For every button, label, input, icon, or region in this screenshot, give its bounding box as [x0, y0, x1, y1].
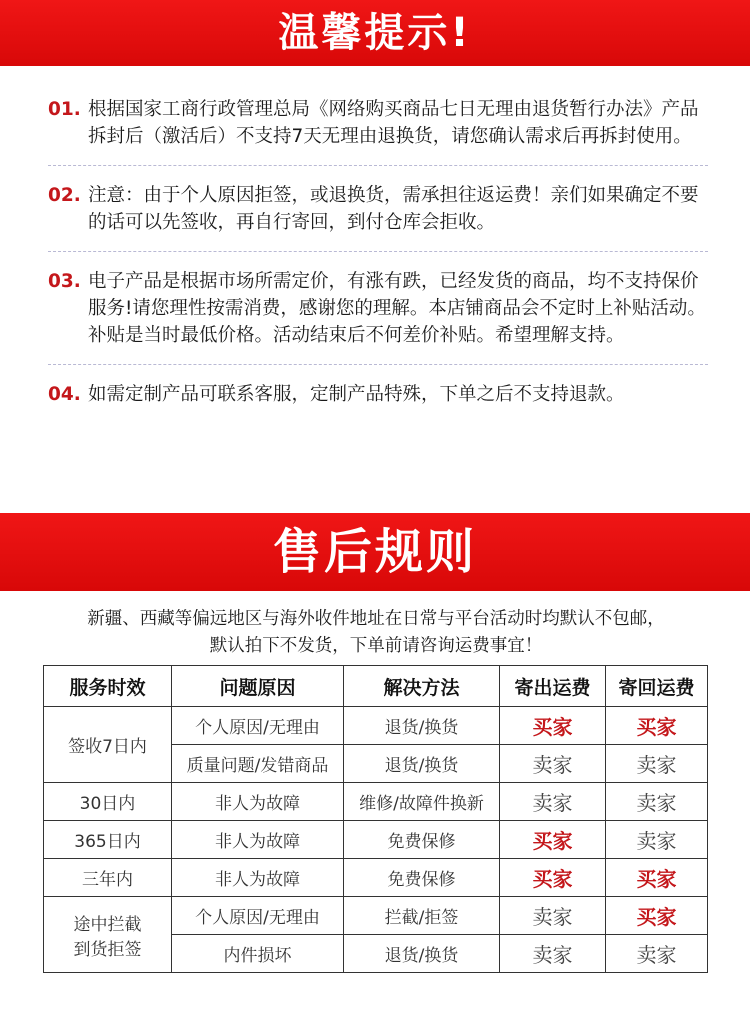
notice-number: 01. — [48, 99, 81, 120]
header-return-fee: 寄回运费 — [606, 666, 708, 707]
table-row — [44, 783, 708, 821]
return-fee-cell: 卖家 — [606, 783, 708, 821]
method-cell: 维修/故障件换新 — [344, 783, 500, 821]
divider — [48, 251, 708, 252]
method-cell: 退货/换货 — [344, 935, 500, 973]
send-fee-cell: 买家 — [500, 859, 606, 897]
notice-item-3 — [48, 268, 708, 349]
shipping-notice — [40, 606, 712, 660]
reason-cell: 个人原因/无理由 — [172, 897, 344, 935]
table-row — [44, 821, 708, 859]
reason-cell: 个人原因/无理由 — [172, 707, 344, 745]
header-reason: 问题原因 — [172, 666, 344, 707]
notice-text: 电子产品是根据市场所需定价，有涨有跌，已经发货的商品，均不支持保价服务!请您理性按需消费，感谢您的理解。本店铺商品会不定时上补贴活动。补贴是当时最低价格。活动结束后不何差价补贴。希望理解支持。 — [88, 271, 706, 346]
method-cell: 免费保修 — [344, 821, 500, 859]
notice-text: 根据国家工商行政管理总局《网络购买商品七日无理由退货暂行办法》产品拆封后（激活后）不支持7天无理由退换货，请您确认需求后再拆封使用。 — [88, 99, 699, 147]
send-fee-cell: 卖家 — [500, 935, 606, 973]
notice-banner: 温馨提示! — [0, 0, 750, 66]
shipping-notice-line-2: 默认拍下不发货，下单前请咨询运费事宜！ — [209, 636, 543, 656]
return-fee-cell: 卖家 — [606, 935, 708, 973]
notice-number: 03. — [48, 271, 81, 292]
return-fee-cell: 买家 — [606, 859, 708, 897]
shipping-notice-line-1: 新疆、西藏等偏远地区与海外收件地址在日常与平台活动时均默认不包邮， — [87, 609, 665, 629]
method-cell: 免费保修 — [344, 859, 500, 897]
return-fee-cell: 卖家 — [606, 745, 708, 783]
send-fee-cell: 卖家 — [500, 745, 606, 783]
reason-cell: 质量问题/发错商品 — [172, 745, 344, 783]
period-cell — [44, 897, 172, 973]
return-fee-cell: 卖家 — [606, 821, 708, 859]
method-cell: 退货/换货 — [344, 745, 500, 783]
notice-item-1 — [48, 96, 708, 150]
notice-number: 04. — [48, 384, 81, 405]
period-line: 到货拒签 — [73, 939, 142, 960]
table-header-row — [44, 666, 708, 707]
reason-cell: 内件损坏 — [172, 935, 344, 973]
notice-list — [48, 96, 708, 408]
notice-item-2 — [48, 182, 708, 236]
notice-number: 02. — [48, 185, 81, 206]
return-fee-cell: 买家 — [606, 897, 708, 935]
divider — [48, 165, 708, 166]
period-cell: 365日内 — [44, 821, 172, 859]
notice-text: 注意：由于个人原因拒签，或退换货，需承担往返运费！亲们如果确定不要的话可以先签收，再自行寄回，到付仓库会拒收。 — [88, 185, 699, 233]
period-cell: 签收7日内 — [44, 707, 172, 783]
method-cell: 拦截/拒签 — [344, 897, 500, 935]
divider — [48, 364, 708, 365]
header-method: 解决方法 — [344, 666, 500, 707]
period-line: 途中拦截 — [73, 914, 142, 935]
table-row — [44, 859, 708, 897]
return-fee-cell: 买家 — [606, 707, 708, 745]
reason-cell: 非人为故障 — [172, 783, 344, 821]
send-fee-cell: 买家 — [500, 821, 606, 859]
notice-item-4 — [48, 381, 708, 408]
send-fee-cell: 卖家 — [500, 783, 606, 821]
send-fee-cell: 卖家 — [500, 897, 606, 935]
table-row — [44, 897, 708, 935]
header-send-fee: 寄出运费 — [500, 666, 606, 707]
send-fee-cell: 买家 — [500, 707, 606, 745]
notice-text: 如需定制产品可联系客服，定制产品特殊，下单之后不支持退款。 — [88, 384, 625, 405]
method-cell: 退货/换货 — [344, 707, 500, 745]
reason-cell: 非人为故障 — [172, 859, 344, 897]
table-row — [44, 707, 708, 745]
after-sales-table — [43, 665, 708, 973]
header-period: 服务时效 — [44, 666, 172, 707]
period-cell: 三年内 — [44, 859, 172, 897]
reason-cell: 非人为故障 — [172, 821, 344, 859]
period-cell: 30日内 — [44, 783, 172, 821]
after-sales-banner: 售后规则 — [0, 513, 750, 591]
